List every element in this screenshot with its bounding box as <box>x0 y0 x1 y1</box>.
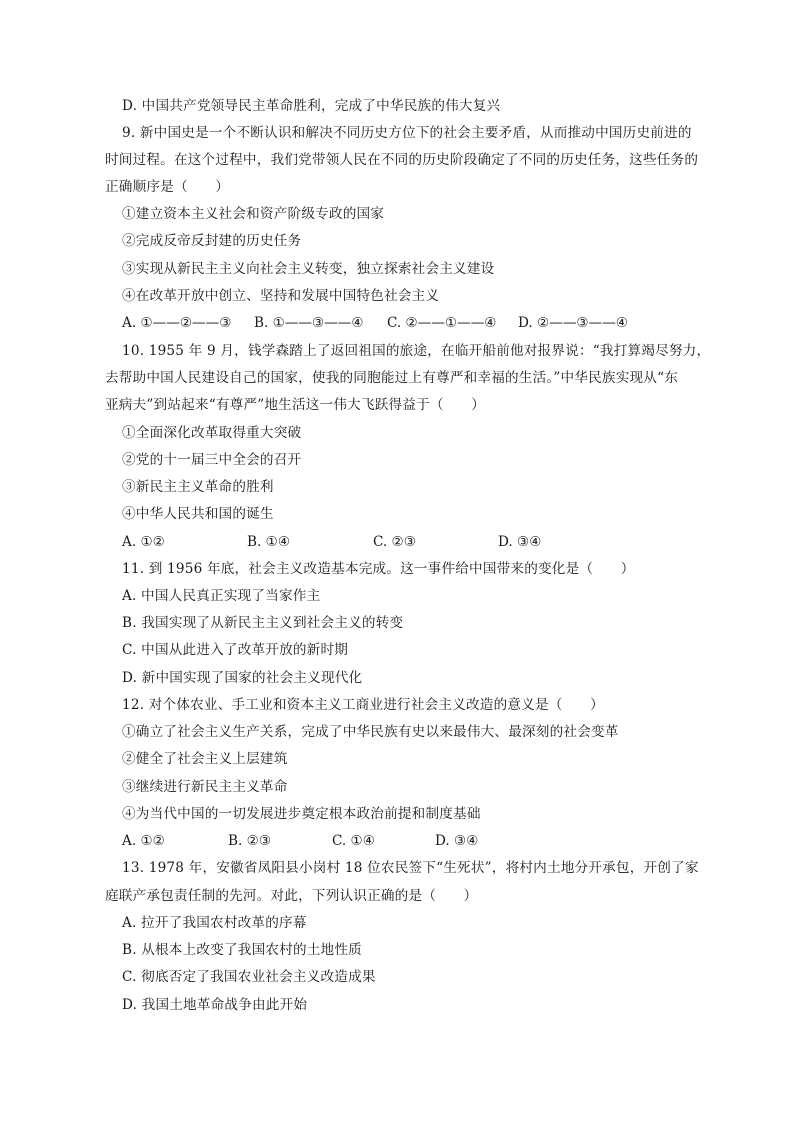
q12-choice-c[interactable]: C. ①④ <box>332 833 375 849</box>
q12-item-4: ④为当代中国的一切发展进步奠定根本政治前提和制度基础 <box>122 806 481 822</box>
q11-option-b[interactable]: B. 我国实现了从新民主主义到社会主义的转变 <box>122 615 404 631</box>
q10-stem-line1: 10. 1955 年 9 月，钱学森踏上了返回祖国的旅途，在临开船前他对报界说：“我打算竭尽努力， <box>122 343 711 359</box>
q10-item-2: ②党的十一届三中全会的召开 <box>122 452 302 468</box>
q9-choice-d[interactable]: D. ②——③——④ <box>518 315 628 331</box>
q10-item-4: ④中华人民共和国的诞生 <box>122 506 274 522</box>
q10-item-3: ③新民主主义革命的胜利 <box>122 479 274 495</box>
q12-choice-d[interactable]: D. ③④ <box>435 833 479 849</box>
q9-choice-c[interactable]: C. ②——①——④ <box>387 315 497 331</box>
q12-choice-b[interactable]: B. ②③ <box>228 833 272 849</box>
q12-item-1: ①确立了社会主义生产关系，完成了中华民族有史以来最伟大、最深刻的社会变革 <box>122 724 619 740</box>
q9-item-3: ③实现从新民主主义向社会主义转变，独立探索社会主义建设 <box>122 261 495 277</box>
q12-stem: 12. 对个体农业、手工业和资本主义工商业进行社会主义改造的意义是（ ） <box>122 697 604 713</box>
q9-item-4: ④在改革开放中创立、坚持和发展中国特色社会主义 <box>122 288 440 304</box>
q10-stem-line3: 亚病夫”到站起来“有尊严”地生活这一伟大飞跃得益于（ ） <box>105 397 486 413</box>
q11-stem: 11. 到 1956 年底，社会主义改造基本完成。这一事件给中国带来的变化是（ ） <box>122 561 635 577</box>
q9-item-1: ①建立资本主义社会和资产阶级专政的国家 <box>122 206 385 222</box>
q12-item-3: ③继续进行新民主主义革命 <box>122 779 288 795</box>
q8-option-d: D. 中国共产党领导民主革命胜利，完成了中华民族的伟大复兴 <box>122 98 501 114</box>
q10-stem-line2: 去帮助中国人民建设自己的国家，使我的同胞能过上有尊严和幸福的生活。”中华民族实现从“东 <box>105 370 679 386</box>
q10-choice-a[interactable]: A. ①② <box>122 534 165 550</box>
q13-option-a[interactable]: A. 拉开了我国农村改革的序幕 <box>122 915 307 931</box>
q13-stem-line2: 庭联产承包责任制的先河。对此，下列认识正确的是（ ） <box>105 888 478 904</box>
q9-stem-line3: 正确顺序是（ ） <box>105 179 230 195</box>
q11-option-d[interactable]: D. 新中国实现了国家的社会主义现代化 <box>122 670 363 686</box>
q12-choice-a[interactable]: A. ①② <box>122 833 165 849</box>
q10-choice-d[interactable]: D. ③④ <box>498 534 542 550</box>
q11-option-c[interactable]: C. 中国从此进入了改革开放的新时期 <box>122 642 349 658</box>
q13-option-d[interactable]: D. 我国土地革命战争由此开始 <box>122 997 308 1013</box>
q10-choice-b[interactable]: B. ①④ <box>247 534 291 550</box>
q9-stem-line2: 时间过程。在这个过程中，我们党带领人民在不同的历史阶段确定了不同的历史任务，这些任务的 <box>105 152 699 168</box>
q10-choice-c[interactable]: C. ②③ <box>373 534 416 550</box>
q13-option-b[interactable]: B. 从根本上改变了我国农村的土地性质 <box>122 942 362 958</box>
q9-stem-line1: 9. 新中国史是一个不断认识和解决不同历史方位下的社会主要矛盾，从而推动中国历史前进的 <box>122 125 692 141</box>
q12-item-2: ②健全了社会主义上层建筑 <box>122 751 288 767</box>
q10-item-1: ①全面深化改革取得重大突破 <box>122 425 302 441</box>
q9-choice-a[interactable]: A. ①——②——③ <box>122 315 232 331</box>
q11-option-a[interactable]: A. 中国人民真正实现了当家作主 <box>122 588 321 604</box>
q9-item-2: ②完成反帝反封建的历史任务 <box>122 233 302 249</box>
q9-choice-b[interactable]: B. ①——③——④ <box>254 315 364 331</box>
q13-option-c[interactable]: C. 彻底否定了我国农业社会主义改造成果 <box>122 969 376 985</box>
q13-stem-line1: 13. 1978 年，安徽省凤阳县小岗村 18 位农民签下“生死状”，将村内土地分开承包，开创了家 <box>122 860 699 876</box>
